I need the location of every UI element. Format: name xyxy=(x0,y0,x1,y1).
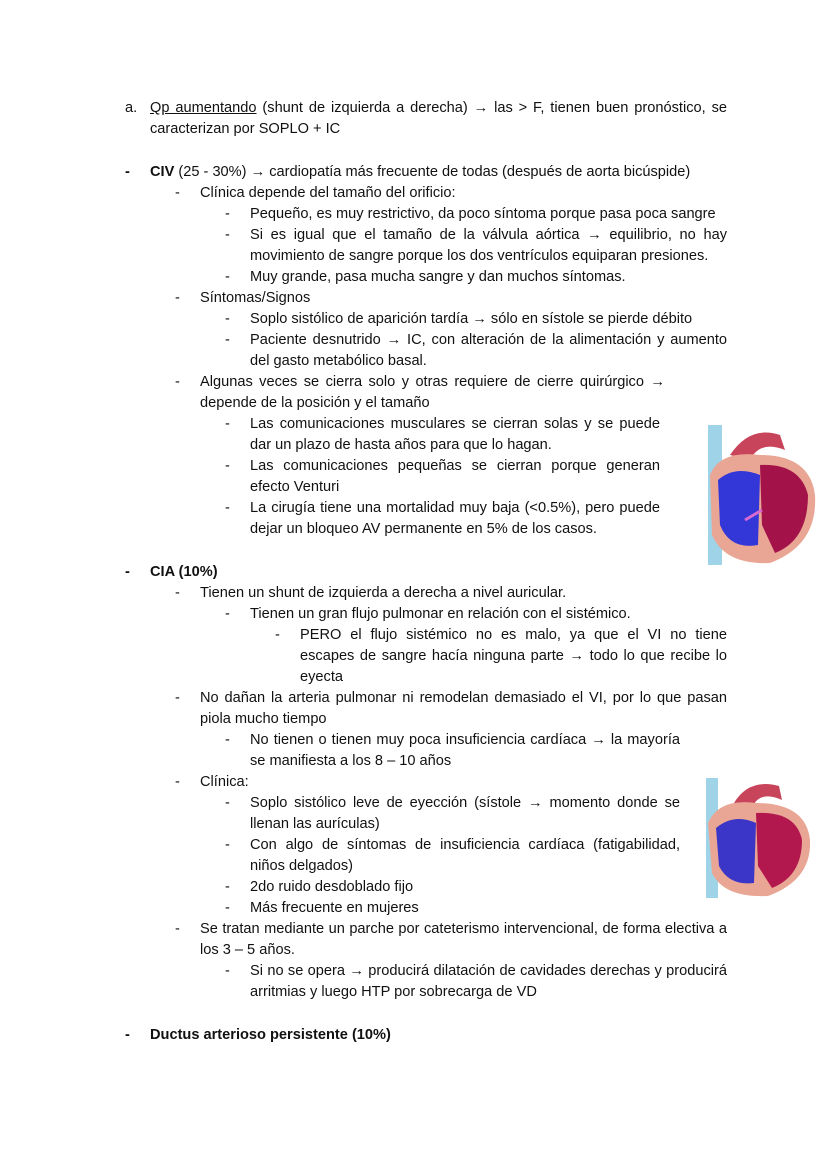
item-body: Muy grande, pasa mucha sangre y dan muchos síntomas. xyxy=(250,269,626,285)
item-text xyxy=(250,204,727,225)
item-text xyxy=(250,414,660,456)
item-text xyxy=(200,772,727,793)
item-body: Las comunicaciones pequeñas se cierran porque generan efecto Venturi xyxy=(250,458,660,495)
item-body: (shunt de izquierda a derecha) → las > F, tienen buen pronóstico, se caracterizan por SOPLO + IC xyxy=(150,100,728,137)
bullet-marker: - xyxy=(225,311,230,327)
item-body: Algunas veces se cierra solo y otras requiere de cierre quirúrgico → depende de la posición y el tamaño xyxy=(200,374,665,411)
list-item xyxy=(0,919,828,961)
bullet-marker: - xyxy=(225,963,230,979)
item-text xyxy=(250,877,727,898)
bullet-marker: - xyxy=(275,627,280,643)
item-text xyxy=(250,835,680,877)
item-text xyxy=(250,456,660,498)
item-body: Clínica: xyxy=(200,774,249,790)
heart-civ-illustration xyxy=(690,425,826,565)
item-text xyxy=(300,625,727,688)
item-body: (25 - 30%) → cardiopatía más frecuente de todas (después de aorta bicúspide) xyxy=(174,164,691,180)
item-body: Soplo sistólico de aparición tardía → sólo en sístole se pierde débito xyxy=(250,311,693,327)
item-body: No dañan la arteria pulmonar ni remodelan demasiado el VI, por lo que pasan piola mucho tiempo xyxy=(200,690,727,727)
item-body: PERO el flujo sistémico no es malo, ya que el VI no tiene escapes de sangre hacía ninguna parte → todo lo que recibe lo eyecta xyxy=(300,627,727,685)
list-item xyxy=(0,898,828,919)
bullet-marker: - xyxy=(225,606,230,622)
item-body: Soplo sistólico leve de eyección (sístole → momento donde se llenan las aurículas) xyxy=(250,795,680,832)
bullet-marker: - xyxy=(225,795,230,811)
bold-term: CIA (10%) xyxy=(150,564,218,580)
item-text xyxy=(150,98,727,140)
list-item xyxy=(0,372,828,414)
list-item xyxy=(0,98,828,140)
bullet-marker: - xyxy=(225,900,230,916)
bullet-marker: - xyxy=(225,879,230,895)
item-body: No tienen o tienen muy poca insuficiencia cardíaca → la mayoría se manifiesta a los 8 – 10 años xyxy=(250,732,680,769)
bullet-marker: - xyxy=(225,269,230,285)
list-item xyxy=(0,204,828,225)
item-body: 2do ruido desdoblado fijo xyxy=(250,879,414,895)
item-text xyxy=(200,688,727,730)
item-body: Clínica depende del tamaño del orificio: xyxy=(200,185,456,201)
list-item xyxy=(0,583,828,604)
item-text xyxy=(250,604,727,625)
item-body: Síntomas/Signos xyxy=(200,290,311,306)
item-text xyxy=(250,267,727,288)
item-text xyxy=(250,330,727,372)
item-text xyxy=(250,793,680,835)
item-text xyxy=(250,898,727,919)
list-item xyxy=(0,604,828,625)
item-text xyxy=(250,961,727,1003)
bullet-marker: - xyxy=(175,585,180,601)
bullet-marker: - xyxy=(225,206,230,222)
underlined-term: Qp aumentando xyxy=(150,100,257,116)
list-item xyxy=(0,1025,828,1046)
bullet-marker: - xyxy=(175,774,180,790)
item-text xyxy=(200,288,727,309)
list-item xyxy=(0,309,828,330)
bullet-marker: - xyxy=(225,227,230,243)
item-body: Si no se opera → producirá dilatación de cavidades derechas y producirá arritmias y luego HTP por sobrecarga de VD xyxy=(250,963,727,1000)
bullet-marker: - xyxy=(175,374,180,390)
bullet-marker: - xyxy=(125,564,130,580)
list-item xyxy=(0,562,828,583)
bullet-marker: - xyxy=(175,921,180,937)
item-text xyxy=(150,162,727,183)
bullet-marker: - xyxy=(225,332,230,348)
bullet-marker: - xyxy=(225,732,230,748)
list-item xyxy=(0,162,828,183)
list-item xyxy=(0,625,828,688)
list-item xyxy=(0,183,828,204)
list-item xyxy=(0,330,828,372)
bullet-marker: - xyxy=(225,500,230,516)
item-body: Se tratan mediante un parche por cateterismo intervencional, de forma electiva a los 3 – 5 años. xyxy=(200,921,727,958)
list-item xyxy=(0,267,828,288)
item-body: Más frecuente en mujeres xyxy=(250,900,419,916)
bullet-marker: - xyxy=(125,164,130,180)
list-item xyxy=(0,225,828,267)
bullet-marker: - xyxy=(225,458,230,474)
item-text xyxy=(200,583,727,604)
item-body: Pequeño, es muy restrictivo, da poco síntoma porque pasa poca sangre xyxy=(250,206,716,222)
item-body: La cirugía tiene una mortalidad muy baja (<0.5%), pero puede dejar un bloqueo AV permanente en 5% de los casos. xyxy=(250,500,660,537)
item-text xyxy=(200,183,727,204)
heart-cia-illustration xyxy=(694,778,818,898)
bold-term: CIV xyxy=(150,164,175,180)
item-text xyxy=(150,1025,727,1046)
item-body: Tienen un shunt de izquierda a derecha a nivel auricular. xyxy=(200,585,567,601)
item-text xyxy=(150,562,727,583)
item-body: Con algo de síntomas de insuficiencia cardíaca (fatigabilidad, niños delgados) xyxy=(250,837,680,874)
item-text xyxy=(250,225,727,267)
list-item xyxy=(0,961,828,1003)
list-item xyxy=(0,730,828,772)
bullet-marker: a. xyxy=(125,100,138,116)
item-text xyxy=(200,372,665,414)
list-item xyxy=(0,688,828,730)
item-body: Paciente desnutrido → IC, con alteración de la alimentación y aumento del gasto metabólico basal. xyxy=(250,332,727,369)
bullet-marker: - xyxy=(175,690,180,706)
bullet-marker: - xyxy=(225,837,230,853)
document-body xyxy=(0,98,828,1046)
list-item xyxy=(0,288,828,309)
item-body: Si es igual que el tamaño de la válvula aórtica → equilibrio, no hay movimiento de sangre porque los dos ventrículos equiparan presiones. xyxy=(250,227,727,264)
bullet-marker: - xyxy=(225,416,230,432)
item-text xyxy=(200,919,727,961)
bullet-marker: - xyxy=(175,185,180,201)
item-body: Las comunicaciones musculares se cierran solas y se puede dar un plazo de hasta años para que lo hagan. xyxy=(250,416,660,453)
item-body: Tienen un gran flujo pulmonar en relación con el sistémico. xyxy=(250,606,631,622)
item-text xyxy=(250,730,680,772)
bullet-marker: - xyxy=(175,290,180,306)
item-text xyxy=(250,309,727,330)
bullet-marker: - xyxy=(125,1027,130,1043)
item-text xyxy=(250,498,660,540)
bold-term: Ductus arterioso persistente (10%) xyxy=(150,1027,391,1043)
